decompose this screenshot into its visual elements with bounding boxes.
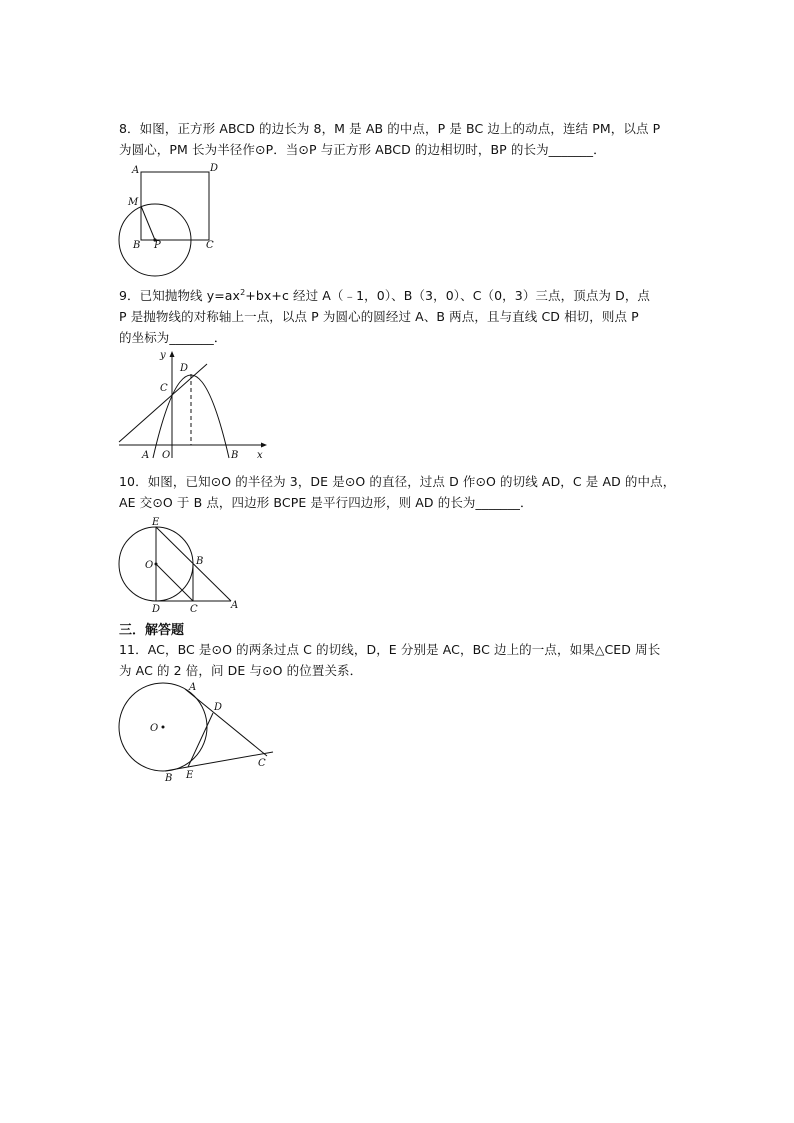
question-9	[119, 285, 679, 348]
q8-label-b: B	[133, 240, 141, 251]
q9-label-c: C	[160, 383, 168, 394]
q9-label-o: O	[162, 450, 171, 461]
q8-line-1: 8．如图，正方形 ABCD 的边长为 8，M 是 AB 的中点，P 是 BC 边上的动点，连结 PM，以点 P	[119, 121, 661, 136]
q10-label-e: E	[152, 517, 160, 528]
q9-line-cd	[119, 364, 207, 442]
q11-label-c: C	[258, 758, 266, 769]
q8-segment-pm	[141, 206, 155, 240]
q11-label-e: E	[186, 770, 194, 781]
q9-line-3: 的坐标为_______．	[119, 330, 227, 345]
q11-line-1: 11．AC，BC 是⊙O 的两条过点 C 的切线，D，E 分别是 AC，BC 边上的一点，如果△CED 周长	[119, 642, 661, 657]
q10-label-b: B	[196, 556, 204, 567]
q11-line-2: 为 AC 的 2 倍，问 DE 与⊙O 的位置关系．	[119, 663, 363, 678]
q8-label-m: M	[128, 197, 139, 208]
q8-label-c: C	[206, 240, 214, 251]
q11-tangent-bc	[165, 752, 273, 771]
q9-label-a: A	[142, 450, 150, 461]
q9-line-2: P 是抛物线的对称轴上一点，以点 P 为圆心的圆经过 A、B 两点，且与直线 CD 相切，则点 P	[119, 309, 639, 324]
q11-point-o	[162, 726, 165, 729]
q10-line-2: AE 交⊙O 于 B 点，四边形 BCPE 是平行四边形，则 AD 的长为_______．	[119, 495, 533, 510]
q9-y-axis-arrow	[170, 351, 175, 357]
q9-label-x: x	[257, 450, 263, 461]
q10-point-o	[155, 563, 158, 566]
question-8	[119, 118, 679, 160]
q10-label-o: O	[145, 560, 154, 571]
question-10	[119, 471, 679, 513]
q9-x-axis-arrow	[261, 443, 267, 448]
q10-line-1: 10．如图，已知⊙O 的半径为 3，DE 是⊙O 的直径，过点 D 作⊙O 的切线 AD，C 是 AD 的中点，	[119, 474, 676, 489]
q10-label-a: A	[231, 600, 239, 611]
q9-label-y: y	[160, 350, 166, 361]
q10-segment-cp	[156, 564, 193, 601]
q8-label-p: P	[154, 240, 161, 251]
q10-label-d: D	[152, 604, 161, 615]
q11-label-o: O	[150, 723, 159, 734]
q8-label-d: D	[210, 163, 219, 174]
q9-label-d: D	[180, 363, 189, 374]
q10-figure	[115, 515, 245, 615]
q11-label-b: B	[165, 773, 173, 784]
q11-label-a: A	[189, 682, 197, 693]
q11-label-d: D	[214, 702, 223, 713]
q11-segment-de	[188, 713, 213, 767]
q9-figure	[117, 346, 277, 462]
question-11	[119, 639, 679, 681]
q10-label-c: C	[190, 604, 198, 615]
q8-label-a: A	[132, 165, 140, 176]
q11-figure	[115, 680, 280, 784]
q8-figure	[115, 160, 225, 278]
section-heading: 三．解答题	[119, 623, 185, 638]
q9-line-1: 9．已知抛物线 $y=ax^2+bx+c$ 经过 A（﹣1，0）、B（3，0）、C（0，3）三点，顶点为 D，点	[119, 287, 651, 303]
q9-label-b: B	[231, 450, 239, 461]
q8-line-2: 为圆心，PM 长为半径作⊙P．当⊙P 与正方形 ABCD 的边相切时，BP 的长为_______．	[119, 142, 606, 157]
